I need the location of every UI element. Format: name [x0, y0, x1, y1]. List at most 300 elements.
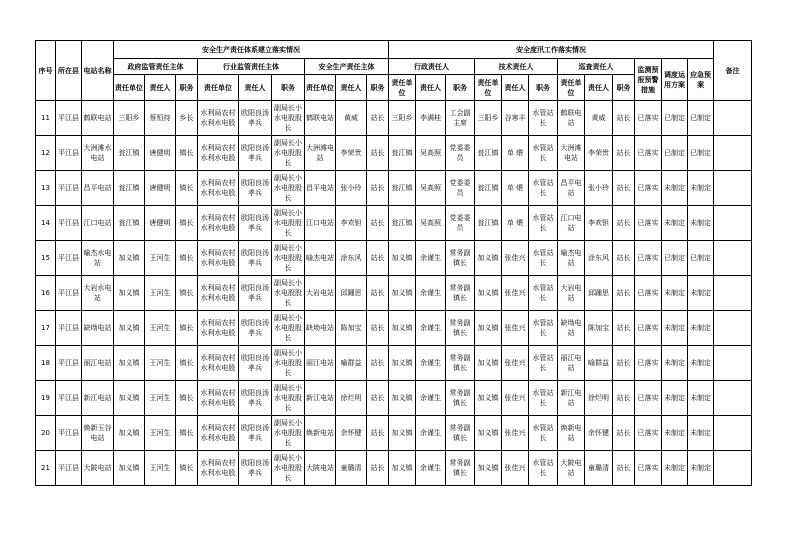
table-row	[36, 241, 752, 276]
cell-adm-duty: 常务副镇长	[446, 241, 475, 276]
cell-gov-unit: 加义镇	[114, 416, 145, 451]
header-admin: 行政责任人	[389, 59, 475, 75]
header-group-flood: 安全度汛工作落实情况	[389, 41, 714, 59]
cell-emergency: 已制定	[688, 136, 714, 171]
cell-ind-person: 欧阳良汤孝兵	[239, 311, 272, 346]
cell-safe-unit: 大陂电站	[305, 451, 336, 486]
header-industry: 行业监管责任主体	[198, 59, 305, 75]
cell-ind-unit: 水利局农村水利水电股	[198, 136, 239, 171]
cell-ind-unit: 水利局农村水利水电股	[198, 101, 239, 136]
header-duty: 职务	[529, 75, 558, 101]
cell-remark	[714, 276, 752, 311]
header-emergency: 应急预案	[688, 59, 714, 101]
cell-tech-unit: 加义镇	[475, 381, 502, 416]
cell-emergency: 未制定	[688, 276, 714, 311]
table-row	[36, 416, 752, 451]
cell-tech-unit: 瓮江镇	[475, 171, 502, 206]
cell-gov-duty: 镇长	[176, 241, 198, 276]
cell-tech-unit: 瓮江镇	[475, 136, 502, 171]
cell-gov-person: 唐健明	[145, 171, 176, 206]
header-person: 责任人	[145, 75, 176, 101]
cell-gov-person: 王河生	[145, 276, 176, 311]
cell-safe-person: 李荣贵	[336, 136, 367, 171]
cell-adm-unit: 加义镇	[389, 416, 416, 451]
cell-safe-unit: 大洲滩电站	[305, 136, 336, 171]
cell-safe-person: 邱踵思	[336, 276, 367, 311]
cell-tech-unit: 加义镇	[475, 451, 502, 486]
cell-safe-unit: 新江电站	[305, 381, 336, 416]
header-monitor: 监测预报预警措施	[635, 59, 662, 101]
cell-gov-unit: 瓮江镇	[114, 206, 145, 241]
cell-adm-duty: 常务副镇长	[446, 381, 475, 416]
cell-adm-unit: 加义镇	[389, 381, 416, 416]
table-row	[36, 101, 752, 136]
cell-pat-duty: 站长	[613, 416, 635, 451]
cell-remark	[714, 346, 752, 381]
cell-safe-unit: 丽江电站	[305, 346, 336, 381]
table-row	[36, 311, 752, 346]
header-person: 责任人	[585, 75, 613, 101]
cell-ind-duty: 副局长小水电股股长	[272, 171, 305, 206]
header-group-safety: 安全生产责任体系建立落实情况	[114, 41, 389, 59]
cell-monitor: 已落实	[635, 276, 662, 311]
cell-adm-duty: 常务副镇长	[446, 346, 475, 381]
cell-pat-unit: 大陂电站	[558, 451, 585, 486]
cell-tech-person: 张佳兴	[502, 451, 529, 486]
cell-ind-unit: 水利局农村水利水电股	[198, 346, 239, 381]
cell-gov-person: 王河生	[145, 381, 176, 416]
cell-pat-unit: 喻杰电站	[558, 241, 585, 276]
cell-ind-duty: 副局长小水电股股长	[272, 206, 305, 241]
cell-safe-duty: 站长	[367, 276, 389, 311]
cell-safe-duty: 站长	[367, 381, 389, 416]
cell-tech-duty: 水管站长	[529, 136, 558, 171]
cell-monitor: 已落实	[635, 451, 662, 486]
cell-ind-duty: 副局长小水电股股长	[272, 276, 305, 311]
cell-tech-duty: 水管站长	[529, 311, 558, 346]
cell-station: 大陂电站	[82, 451, 114, 486]
cell-adm-unit: 加义镇	[389, 311, 416, 346]
cell-pat-person: 余怀键	[585, 416, 613, 451]
cell-ind-person: 欧阳良汤孝兵	[239, 451, 272, 486]
cell-pat-duty: 站长	[613, 136, 635, 171]
cell-gov-person: 王河生	[145, 241, 176, 276]
table-row	[36, 206, 752, 241]
cell-tech-person: 张佳兴	[502, 241, 529, 276]
header-patrol: 巡查责任人	[558, 59, 635, 75]
cell-pat-person: 徐烂明	[585, 381, 613, 416]
cell-gov-duty: 镇长	[176, 311, 198, 346]
cell-tech-duty: 水管站长	[529, 381, 558, 416]
cell-gov-unit: 加义镇	[114, 311, 145, 346]
cell-safe-duty: 站长	[367, 451, 389, 486]
cell-gov-duty: 乡长	[176, 101, 198, 136]
cell-dispatch: 未制定	[662, 206, 688, 241]
cell-gov-person: 唐健明	[145, 136, 176, 171]
cell-dispatch: 已制定	[662, 241, 688, 276]
cell-monitor: 已落实	[635, 346, 662, 381]
header-dispatch: 调度运用方案	[662, 59, 688, 101]
cell-dispatch: 未制定	[662, 276, 688, 311]
cell-station: 鹤联电站	[82, 101, 114, 136]
cell-tech-person: 谷寒丰	[502, 101, 529, 136]
cell-tech-person: 单 煨	[502, 171, 529, 206]
cell-adm-duty: 党委委员	[446, 206, 475, 241]
cell-gov-unit: 加义镇	[114, 346, 145, 381]
cell-ind-unit: 水利局农村水利水电股	[198, 381, 239, 416]
header-duty: 职务	[367, 75, 389, 101]
cell-dispatch: 未制定	[662, 381, 688, 416]
cell-adm-unit: 瓮江镇	[389, 136, 416, 171]
cell-county: 平江县	[56, 451, 82, 486]
cell-tech-person: 单 煨	[502, 206, 529, 241]
table-body	[36, 101, 752, 486]
cell-monitor: 已落实	[635, 416, 662, 451]
cell-adm-person: 余谨生	[416, 451, 446, 486]
cell-tech-unit: 加义镇	[475, 311, 502, 346]
cell-safe-duty: 站长	[367, 101, 389, 136]
cell-safe-person: 童璐清	[336, 451, 367, 486]
cell-gov-duty: 镇长	[176, 171, 198, 206]
cell-pat-unit: 鹤联电站	[558, 101, 585, 136]
cell-monitor: 已落实	[635, 241, 662, 276]
cell-dispatch: 已制定	[662, 136, 688, 171]
cell-ind-duty: 副局长小水电股股长	[272, 346, 305, 381]
cell-gov-person: 唐健明	[145, 206, 176, 241]
cell-adm-duty: 常务副镇长	[446, 311, 475, 346]
cell-pat-duty: 站长	[613, 206, 635, 241]
cell-tech-unit: 加义镇	[475, 241, 502, 276]
cell-ind-person: 欧阳良汤孝兵	[239, 101, 272, 136]
cell-county: 平江县	[56, 416, 82, 451]
cell-ind-unit: 水利局农村水利水电股	[198, 171, 239, 206]
cell-pat-unit: 大岩电站	[558, 276, 585, 311]
cell-emergency: 未制定	[688, 311, 714, 346]
header-remark: 备注	[714, 41, 752, 101]
cell-pat-person: 邱踵思	[585, 276, 613, 311]
cell-seq: 18	[36, 346, 56, 381]
cell-emergency: 未制定	[688, 451, 714, 486]
cell-station: 喻杰水电站	[82, 241, 114, 276]
cell-remark	[714, 381, 752, 416]
cell-monitor: 已落实	[635, 101, 662, 136]
cell-ind-unit: 水利局农村水利水电股	[198, 311, 239, 346]
cell-station: 昌平电站	[82, 171, 114, 206]
table-row	[36, 276, 752, 311]
header-tech: 技术责任人	[475, 59, 558, 75]
header-duty: 职务	[176, 75, 198, 101]
cell-ind-duty: 副局长小水电股股长	[272, 416, 305, 451]
header-unit: 责任单位	[389, 75, 416, 101]
cell-gov-unit: 加义镇	[114, 241, 145, 276]
cell-safe-unit: 缺坳电站	[305, 311, 336, 346]
cell-county: 平江县	[56, 206, 82, 241]
cell-ind-unit: 水利局农村水利水电股	[198, 276, 239, 311]
cell-ind-unit: 水利局农村水利水电股	[198, 451, 239, 486]
cell-emergency: 未制定	[688, 206, 714, 241]
cell-safe-person: 喻群益	[336, 346, 367, 381]
cell-safe-person: 黄威	[336, 101, 367, 136]
cell-safe-unit: 焕新电站	[305, 416, 336, 451]
cell-pat-person: 李欢钽	[585, 206, 613, 241]
cell-tech-duty: 水管站长	[529, 416, 558, 451]
cell-adm-unit: 加义镇	[389, 276, 416, 311]
station-safety-table	[35, 40, 752, 486]
cell-safe-person: 徐烂明	[336, 381, 367, 416]
cell-ind-person: 欧阳良汤孝兵	[239, 346, 272, 381]
cell-tech-person: 张佳兴	[502, 416, 529, 451]
cell-station: 大洲滩水电站	[82, 136, 114, 171]
cell-remark	[714, 171, 752, 206]
cell-gov-duty: 镇长	[176, 206, 198, 241]
cell-gov-duty: 镇长	[176, 136, 198, 171]
cell-safe-duty: 站长	[367, 136, 389, 171]
cell-gov-unit: 加义镇	[114, 451, 145, 486]
cell-adm-person: 余谨生	[416, 241, 446, 276]
cell-gov-person: 王河生	[145, 451, 176, 486]
cell-seq: 13	[36, 171, 56, 206]
cell-safe-duty: 站长	[367, 311, 389, 346]
cell-ind-duty: 副局长小水电股股长	[272, 381, 305, 416]
cell-adm-person: 吴高照	[416, 136, 446, 171]
cell-tech-duty: 水管站长	[529, 206, 558, 241]
cell-pat-unit: 丽江电站	[558, 346, 585, 381]
cell-gov-unit: 瓮江镇	[114, 136, 145, 171]
cell-tech-person: 单 煨	[502, 136, 529, 171]
cell-pat-unit: 新江电站	[558, 381, 585, 416]
cell-station: 新江电站	[82, 381, 114, 416]
cell-ind-person: 欧阳良汤孝兵	[239, 171, 272, 206]
cell-safe-person: 陈加宝	[336, 311, 367, 346]
header-safety-main: 安全生产责任主体	[305, 59, 389, 75]
cell-pat-duty: 站长	[613, 451, 635, 486]
cell-tech-duty: 水管站长	[529, 276, 558, 311]
cell-monitor: 已落实	[635, 311, 662, 346]
cell-pat-unit: 江口电站	[558, 206, 585, 241]
cell-dispatch: 已制定	[662, 101, 688, 136]
cell-station: 缺坳电站	[82, 311, 114, 346]
cell-adm-duty: 党委委员	[446, 171, 475, 206]
cell-ind-duty: 副局长小水电股股长	[272, 136, 305, 171]
cell-dispatch: 未制定	[662, 346, 688, 381]
cell-seq: 21	[36, 451, 56, 486]
cell-pat-duty: 站长	[613, 276, 635, 311]
cell-tech-person: 张佳兴	[502, 346, 529, 381]
cell-ind-unit: 水利局农村水利水电股	[198, 241, 239, 276]
cell-remark	[714, 101, 752, 136]
cell-remark	[714, 136, 752, 171]
cell-remark	[714, 241, 752, 276]
header-unit: 责任单位	[114, 75, 145, 101]
cell-safe-duty: 站长	[367, 206, 389, 241]
cell-adm-person: 吴高照	[416, 171, 446, 206]
cell-gov-duty: 镇长	[176, 276, 198, 311]
cell-adm-unit: 加义镇	[389, 451, 416, 486]
cell-seq: 12	[36, 136, 56, 171]
cell-pat-unit: 昌平电站	[558, 171, 585, 206]
cell-seq: 20	[36, 416, 56, 451]
cell-remark	[714, 451, 752, 486]
table-row	[36, 136, 752, 171]
cell-gov-person: 蔡恒持	[145, 101, 176, 136]
cell-monitor: 已落实	[635, 206, 662, 241]
cell-adm-person: 余谨生	[416, 381, 446, 416]
cell-tech-unit: 加义镇	[475, 346, 502, 381]
cell-seq: 19	[36, 381, 56, 416]
cell-county: 平江县	[56, 101, 82, 136]
header-duty: 职务	[446, 75, 475, 101]
cell-seq: 14	[36, 206, 56, 241]
cell-emergency: 未制定	[688, 381, 714, 416]
cell-tech-duty: 水管站长	[529, 101, 558, 136]
cell-ind-duty: 副局长小水电股股长	[272, 241, 305, 276]
header-person: 责任人	[336, 75, 367, 101]
cell-station: 江口电站	[82, 206, 114, 241]
cell-safe-person: 张小玲	[336, 171, 367, 206]
cell-pat-duty: 站长	[613, 346, 635, 381]
cell-ind-unit: 水利局农村水利水电股	[198, 206, 239, 241]
cell-county: 平江县	[56, 381, 82, 416]
cell-ind-duty: 副局长小水电股股长	[272, 101, 305, 136]
cell-tech-person: 张佳兴	[502, 311, 529, 346]
cell-monitor: 已落实	[635, 171, 662, 206]
cell-ind-unit: 水利局农村水利水电股	[198, 416, 239, 451]
cell-adm-duty: 常务副镇长	[446, 276, 475, 311]
cell-emergency: 已制定	[688, 241, 714, 276]
cell-gov-person: 王河生	[145, 346, 176, 381]
header-unit: 责任单位	[558, 75, 585, 101]
cell-county: 平江县	[56, 136, 82, 171]
cell-pat-duty: 站长	[613, 101, 635, 136]
cell-adm-person: 余谨生	[416, 416, 446, 451]
cell-pat-unit: 大洲滩电站	[558, 136, 585, 171]
table-row	[36, 451, 752, 486]
cell-pat-person: 李荣贵	[585, 136, 613, 171]
cell-adm-unit: 三阳乡	[389, 101, 416, 136]
cell-pat-person: 喻群益	[585, 346, 613, 381]
cell-ind-duty: 副局长小水电股股长	[272, 451, 305, 486]
cell-pat-person: 黄威	[585, 101, 613, 136]
cell-adm-duty: 常务副镇长	[446, 451, 475, 486]
cell-adm-unit: 加义镇	[389, 241, 416, 276]
cell-safe-duty: 站长	[367, 416, 389, 451]
cell-dispatch: 未制定	[662, 451, 688, 486]
cell-tech-unit: 加义镇	[475, 416, 502, 451]
cell-adm-unit: 加义镇	[389, 346, 416, 381]
cell-dispatch: 未制定	[662, 311, 688, 346]
cell-safe-person: 余怀键	[336, 416, 367, 451]
cell-safe-unit: 江口电站	[305, 206, 336, 241]
header-unit: 责任单位	[305, 75, 336, 101]
cell-monitor: 已落实	[635, 381, 662, 416]
cell-safe-unit: 喻杰电站	[305, 241, 336, 276]
cell-ind-person: 欧阳良汤孝兵	[239, 416, 272, 451]
cell-ind-person: 欧阳良汤孝兵	[239, 206, 272, 241]
header-unit: 责任单位	[475, 75, 502, 101]
table-row	[36, 171, 752, 206]
cell-adm-person: 余谨生	[416, 276, 446, 311]
header-seq: 序号	[36, 41, 56, 101]
cell-safe-unit: 昌平电站	[305, 171, 336, 206]
cell-pat-duty: 站长	[613, 381, 635, 416]
cell-remark	[714, 206, 752, 241]
header-person: 责任人	[239, 75, 272, 101]
cell-safe-person: 李欢钽	[336, 206, 367, 241]
cell-gov-person: 王河生	[145, 311, 176, 346]
cell-dispatch: 未制定	[662, 171, 688, 206]
cell-gov-unit: 瓮江镇	[114, 171, 145, 206]
cell-adm-unit: 瓮江镇	[389, 206, 416, 241]
header-unit: 责任单位	[198, 75, 239, 101]
cell-adm-duty: 常务副镇长	[446, 416, 475, 451]
cell-pat-duty: 站长	[613, 171, 635, 206]
cell-safe-duty: 站长	[367, 171, 389, 206]
header-duty: 职务	[613, 75, 635, 101]
cell-gov-unit: 三阳乡	[114, 101, 145, 136]
cell-tech-duty: 水管站长	[529, 346, 558, 381]
cell-safe-unit: 大岩电站	[305, 276, 336, 311]
header-person: 责任人	[416, 75, 446, 101]
cell-pat-unit: 焕新电站	[558, 416, 585, 451]
cell-tech-unit: 瓮江镇	[475, 206, 502, 241]
header-person: 责任人	[502, 75, 529, 101]
cell-emergency: 未制定	[688, 416, 714, 451]
cell-ind-duty: 副局长小水电股股长	[272, 311, 305, 346]
cell-county: 平江县	[56, 241, 82, 276]
table-row	[36, 381, 752, 416]
cell-station: 丽江电站	[82, 346, 114, 381]
cell-safe-duty: 站长	[367, 241, 389, 276]
cell-adm-duty: 工会副主席	[446, 101, 475, 136]
cell-tech-person: 张佳兴	[502, 381, 529, 416]
cell-safe-unit: 鹤联电站	[305, 101, 336, 136]
cell-remark	[714, 416, 752, 451]
cell-county: 平江县	[56, 276, 82, 311]
cell-emergency: 未制定	[688, 171, 714, 206]
cell-tech-duty: 水管站长	[529, 241, 558, 276]
cell-emergency: 未制定	[688, 346, 714, 381]
cell-emergency: 已制定	[688, 101, 714, 136]
cell-adm-duty: 党委委员	[446, 136, 475, 171]
cell-seq: 17	[36, 311, 56, 346]
cell-station: 大岩水电站	[82, 276, 114, 311]
cell-pat-person: 张小玲	[585, 171, 613, 206]
cell-gov-duty: 镇长	[176, 381, 198, 416]
cell-ind-person: 欧阳良汤孝兵	[239, 241, 272, 276]
cell-tech-duty: 水管站长	[529, 171, 558, 206]
cell-tech-unit: 三阳乡	[475, 101, 502, 136]
cell-pat-duty: 站长	[613, 241, 635, 276]
cell-gov-unit: 加义镇	[114, 381, 145, 416]
cell-ind-person: 欧阳良汤孝兵	[239, 136, 272, 171]
cell-gov-duty: 镇长	[176, 416, 198, 451]
cell-tech-person: 张佳兴	[502, 276, 529, 311]
cell-dispatch: 未制定	[662, 416, 688, 451]
header-station: 电站名称	[82, 41, 114, 101]
cell-county: 平江县	[56, 171, 82, 206]
cell-seq: 11	[36, 101, 56, 136]
cell-ind-person: 欧阳良汤孝兵	[239, 276, 272, 311]
table-row	[36, 346, 752, 381]
cell-gov-duty: 镇长	[176, 346, 198, 381]
cell-safe-person: 涂东风	[336, 241, 367, 276]
cell-seq: 15	[36, 241, 56, 276]
cell-adm-unit: 瓮江镇	[389, 171, 416, 206]
header-county: 所在县	[56, 41, 82, 101]
cell-adm-person: 吴高照	[416, 206, 446, 241]
cell-pat-person: 陈加宝	[585, 311, 613, 346]
cell-pat-person: 童璐清	[585, 451, 613, 486]
